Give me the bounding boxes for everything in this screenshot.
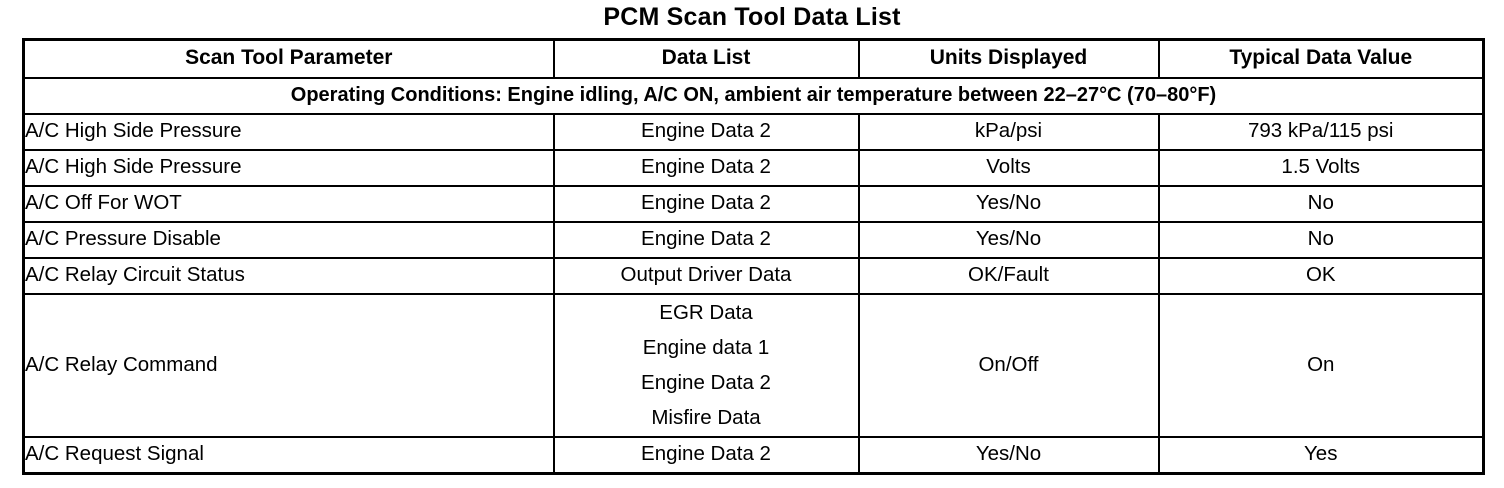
table-row bbox=[24, 294, 1484, 437]
cell-data-list: Engine Data 2 bbox=[554, 186, 859, 222]
table-header bbox=[24, 39, 1484, 114]
cell-data-list: Engine Data 2 bbox=[554, 150, 859, 186]
table-header-row bbox=[24, 39, 1484, 78]
cell-data-list: Engine Data 2 bbox=[554, 114, 859, 150]
cell-typical-value: OK bbox=[1159, 258, 1484, 294]
table-container bbox=[0, 38, 1504, 475]
table-section-header-row bbox=[24, 78, 1484, 114]
operating-conditions-header: Operating Conditions: Engine idling, A/C ON, ambient air temperature between 22–27°C (70–80°F) bbox=[24, 78, 1484, 114]
cell-units: kPa/psi bbox=[859, 114, 1159, 150]
cell-units: OK/Fault bbox=[859, 258, 1159, 294]
cell-data-list bbox=[554, 294, 859, 437]
data-list-entry: Engine data 1 bbox=[642, 335, 770, 359]
table-row bbox=[24, 186, 1484, 222]
column-header-units: Units Displayed bbox=[859, 39, 1159, 78]
cell-data-list: Engine Data 2 bbox=[554, 222, 859, 258]
cell-parameter: A/C High Side Pressure bbox=[24, 150, 554, 186]
page-title: PCM Scan Tool Data List bbox=[603, 3, 901, 31]
cell-units: On/Off bbox=[859, 294, 1159, 437]
cell-parameter: A/C Off For WOT bbox=[24, 186, 554, 222]
cell-typical-value: 1.5 Volts bbox=[1159, 150, 1484, 186]
table-row bbox=[24, 222, 1484, 258]
cell-units: Yes/No bbox=[859, 437, 1159, 474]
data-list-entry: Misfire Data bbox=[651, 406, 761, 430]
cell-typical-value: 793 kPa/115 psi bbox=[1159, 114, 1484, 150]
cell-units: Yes/No bbox=[859, 186, 1159, 222]
table-row bbox=[24, 258, 1484, 294]
document-page bbox=[0, 4, 1504, 488]
cell-data-list: Engine Data 2 bbox=[554, 437, 859, 474]
data-list-entry: Engine Data 2 bbox=[641, 371, 771, 394]
cell-typical-value: No bbox=[1159, 222, 1484, 258]
cell-parameter: A/C High Side Pressure bbox=[24, 114, 554, 150]
column-header-typical-value: Typical Data Value bbox=[1159, 39, 1484, 78]
cell-units: Volts bbox=[859, 150, 1159, 186]
column-header-parameter: Scan Tool Parameter bbox=[24, 39, 554, 78]
table-row bbox=[24, 114, 1484, 150]
cell-parameter: A/C Pressure Disable bbox=[24, 222, 554, 258]
cell-data-list: Output Driver Data bbox=[554, 258, 859, 294]
cell-typical-value: No bbox=[1159, 186, 1484, 222]
cell-units: Yes/No bbox=[859, 222, 1159, 258]
cell-typical-value: Yes bbox=[1159, 437, 1484, 474]
cell-parameter: A/C Relay Command bbox=[24, 294, 554, 437]
table-row bbox=[24, 150, 1484, 186]
cell-parameter: A/C Request Signal bbox=[24, 437, 554, 474]
table-row bbox=[24, 437, 1484, 474]
table-body bbox=[24, 114, 1484, 474]
cell-parameter: A/C Relay Circuit Status bbox=[24, 258, 554, 294]
pcm-scan-tool-data-table bbox=[22, 38, 1485, 475]
cell-typical-value: On bbox=[1159, 294, 1484, 437]
column-header-data-list: Data List bbox=[554, 39, 859, 78]
data-list-entry: EGR Data bbox=[659, 300, 753, 324]
